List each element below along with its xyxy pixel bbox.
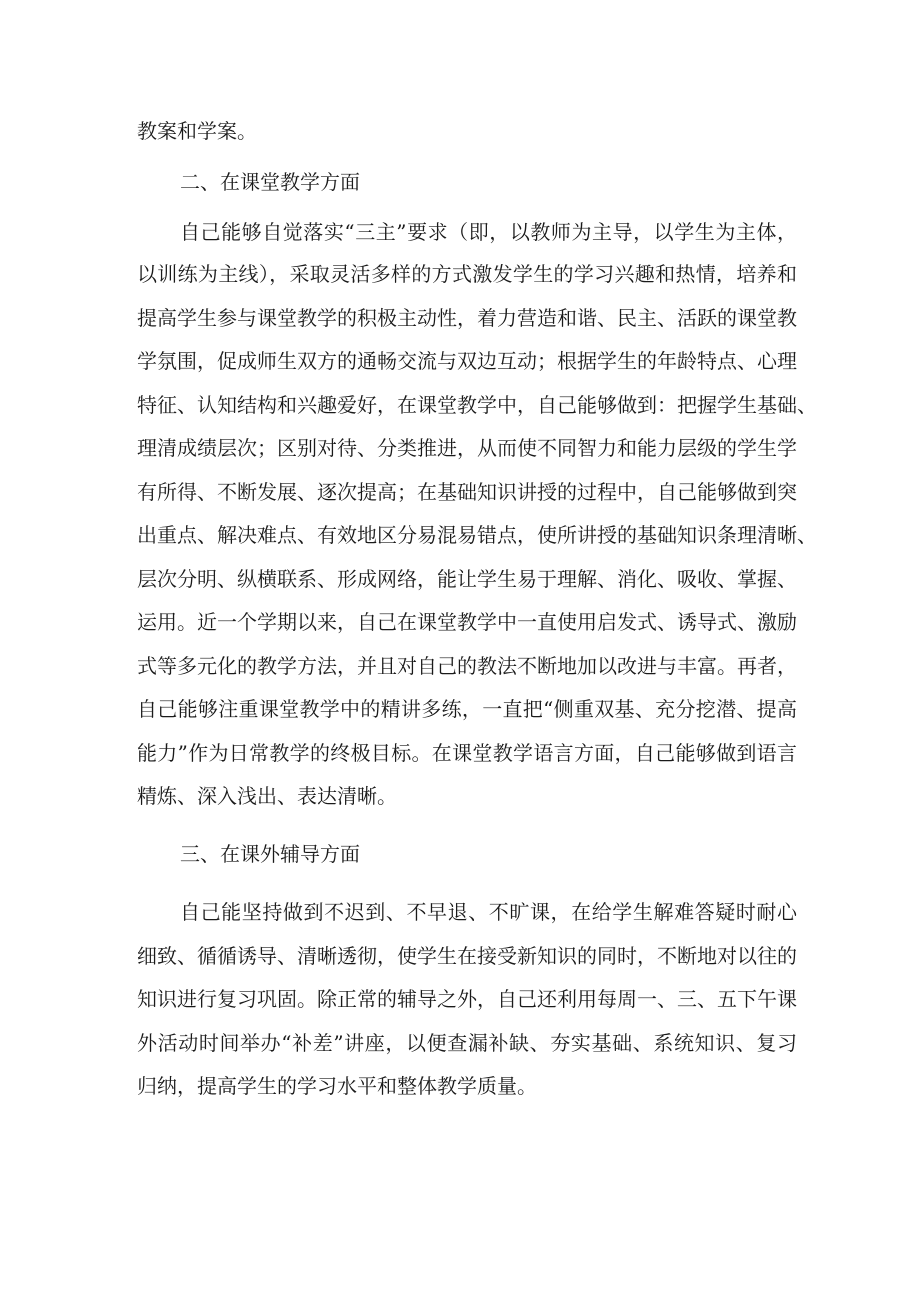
paragraph-line: 自己能坚持做到不迟到、不早退、不旷课，在给学生解难答疑时耐心: [180, 900, 797, 924]
paragraph-line: 自己能够注重课堂教学中的精讲多练，一直把“侧重双基、充分挖潜、提高: [137, 697, 797, 721]
paragraph-line: 精炼、深入浅出、表达清晰。: [137, 784, 397, 808]
paragraph-line: 式等多元化的教学方法，并且对自己的教法不断地加以改进与丰富。再者，: [137, 654, 797, 678]
paragraph-line: 学氛围，促成师生双方的通畅交流与双边互动；根据学生的年龄特点、心理: [137, 349, 797, 373]
paragraph-line: 细致、循循诱导、清晰透彻，使学生在接受新知识的同时，不断地对以往的: [137, 944, 797, 968]
paragraph-line: 外活动时间举办“补差”讲座，以便查漏补缺、夯实基础、系统知识、复习: [137, 1031, 797, 1055]
paragraph-line: 以训练为主线），采取灵活多样的方式激发学生的学习兴趣和热情，培养和: [137, 262, 797, 286]
paragraph-line: 能力”作为日常教学的终极目标。在课堂教学语言方面，自己能够做到语言: [137, 741, 797, 765]
paragraph-line: 运用。近一个学期以来，自己在课堂教学中一直使用启发式、诱导式、激励: [137, 610, 797, 634]
section-heading: 三、在课外辅导方面: [180, 842, 360, 866]
paragraph-line: 层次分明、纵横联系、形成网络，能让学生易于理解、消化、吸收、掌握、: [137, 567, 797, 591]
paragraph-line: 自己能够自觉落实“三主”要求（即，以教师为主导，以学生为主体，: [180, 220, 797, 244]
paragraph-line: 出重点、解决难点、有效地区分易混易错点，使所讲授的基础知识条理清晰、: [137, 523, 817, 547]
paragraph-line: 知识进行复习巩固。除正常的辅导之外，自己还利用每周一、三、五下午课: [137, 987, 797, 1011]
paragraph-line: 特征、认知结构和兴趣爱好，在课堂教学中，自己能够做到：把握学生基础、: [137, 393, 817, 417]
paragraph-line: 有所得、不断发展、逐次提高；在基础知识讲授的过程中，自己能够做到突: [137, 480, 797, 504]
paragraph-line: 教案和学案。: [137, 119, 257, 143]
paragraph-line: 提高学生参与课堂教学的积极主动性，着力营造和谐、民主、活跃的课堂教: [137, 306, 797, 330]
paragraph-line: 归纳，提高学生的学习水平和整体教学质量。: [137, 1074, 537, 1098]
section-heading: 二、在课堂教学方面: [180, 170, 360, 194]
paragraph-line: 理清成绩层次；区别对待、分类推进，从而使不同智力和能力层级的学生学: [137, 436, 797, 460]
